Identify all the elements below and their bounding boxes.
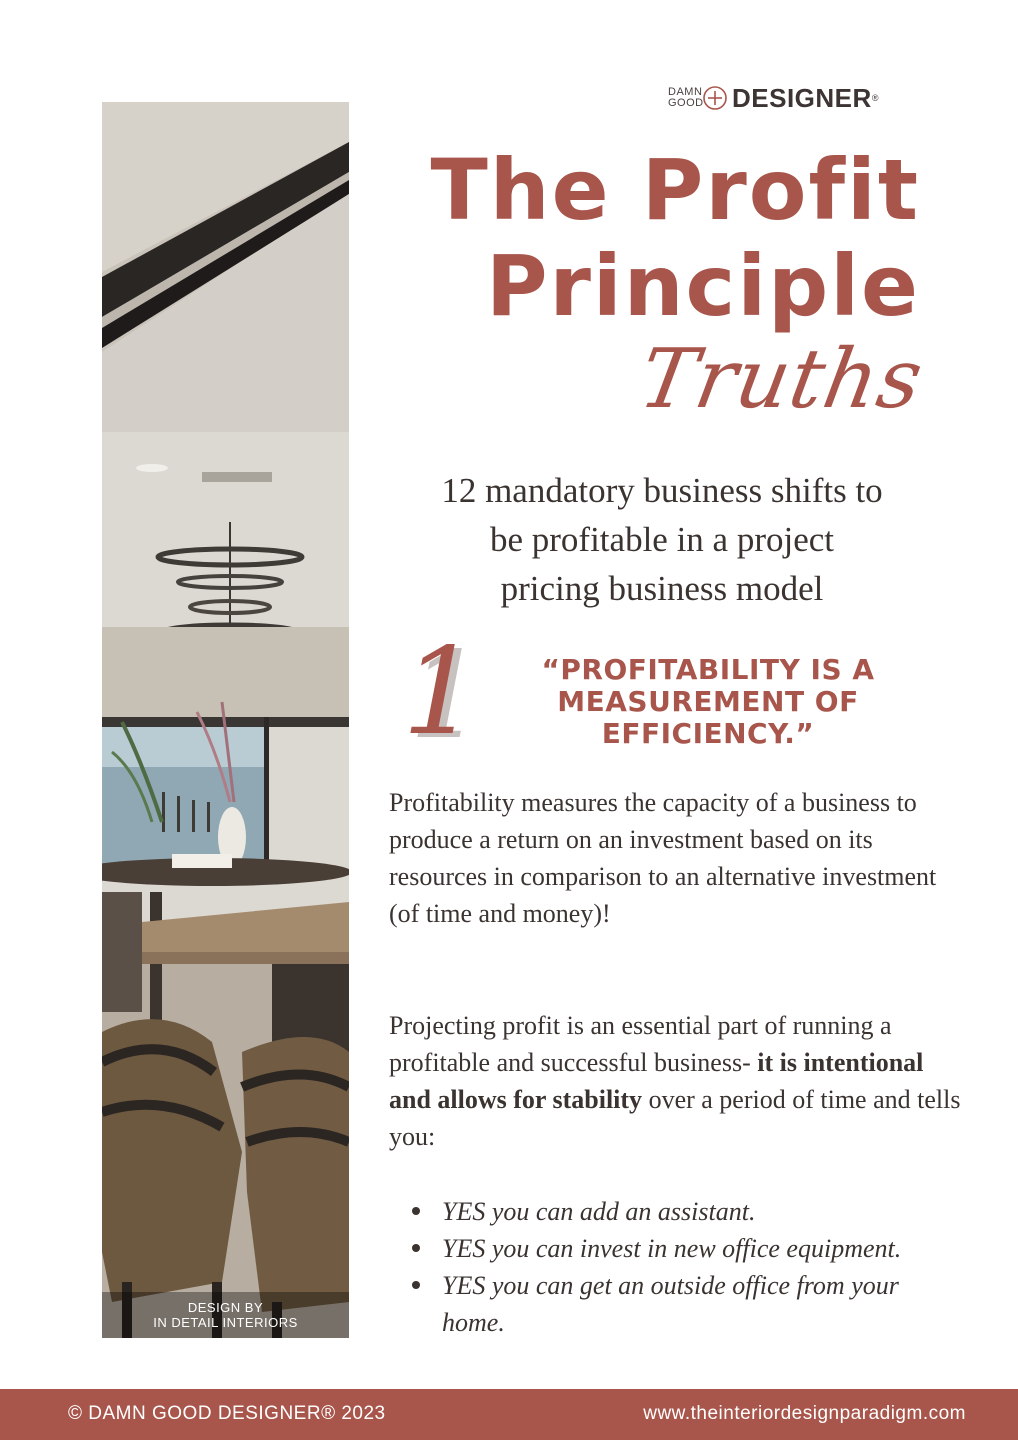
page-title-script: Truths	[633, 332, 931, 427]
truth-quote-line2: MEASUREMENT OF	[557, 685, 859, 718]
footer-bar	[0, 1389, 1018, 1440]
subtitle-line1: 12 mandatory business shifts to	[441, 471, 883, 510]
body-paragraph-1: Profitability measures the capacity of a business to produce a return on an investment based on its resources in comparison to an alternative investment (of time and money)!	[389, 788, 937, 928]
subtitle	[372, 466, 952, 613]
truth-number: 1	[402, 623, 479, 762]
truth-quote	[498, 654, 918, 750]
truth-quote-line1: “PROFITABILITY IS A	[541, 653, 875, 686]
dining-room-image	[102, 102, 349, 1338]
photo-credit-line2: IN DETAIL INTERIORS	[153, 1315, 298, 1330]
body-paragraph-2	[389, 1007, 969, 1155]
subtitle-line3: pricing business model	[500, 569, 824, 608]
bullet-dot-icon	[412, 1244, 420, 1252]
footer-website-link[interactable]: www.theinteriordesignparadigm.com	[643, 1403, 966, 1424]
bullet-dot-icon	[412, 1281, 420, 1289]
logo-small-line1: DAMN	[668, 86, 703, 98]
logo-small-text	[668, 87, 702, 109]
photo-credit	[102, 1300, 349, 1330]
body-paragraph-2-start: Projecting profit is an essential part of running a profitable and successful business-	[389, 1011, 892, 1077]
logo-registered-mark: ®	[871, 93, 879, 103]
benefits-list	[408, 1193, 968, 1341]
list-item	[408, 1230, 968, 1267]
interior-photo	[102, 102, 349, 1338]
list-item-text: YES you can get an outside office from your home.	[442, 1271, 899, 1337]
list-item-text: YES you can add an assistant.	[442, 1197, 756, 1226]
list-item-text: YES you can invest in new office equipment.	[442, 1234, 902, 1263]
brand-logo	[668, 80, 878, 116]
page-title-line1: The Profit	[430, 141, 920, 239]
bullet-dot-icon	[412, 1207, 420, 1215]
truth-quote-line3: EFFICIENCY.”	[601, 717, 815, 750]
body-paragraph-2-end: over a period of time and tells you:	[389, 1085, 961, 1151]
body-paragraph-2-bold: it is intentional and allows for stability	[389, 1048, 924, 1114]
footer-copyright: © DAMN GOOD DESIGNER® 2023	[68, 1403, 386, 1424]
photo-credit-line1: DESIGN BY	[187, 1300, 264, 1315]
list-item	[408, 1267, 968, 1341]
logo-wordmark: DESIGNER	[732, 82, 872, 113]
subtitle-line2: be profitable in a project	[489, 520, 835, 559]
logo-crosshair-icon	[702, 85, 728, 111]
page-title-line2: Principle	[485, 237, 920, 335]
list-item	[408, 1193, 968, 1230]
logo-small-line2: GOOD	[668, 97, 704, 109]
